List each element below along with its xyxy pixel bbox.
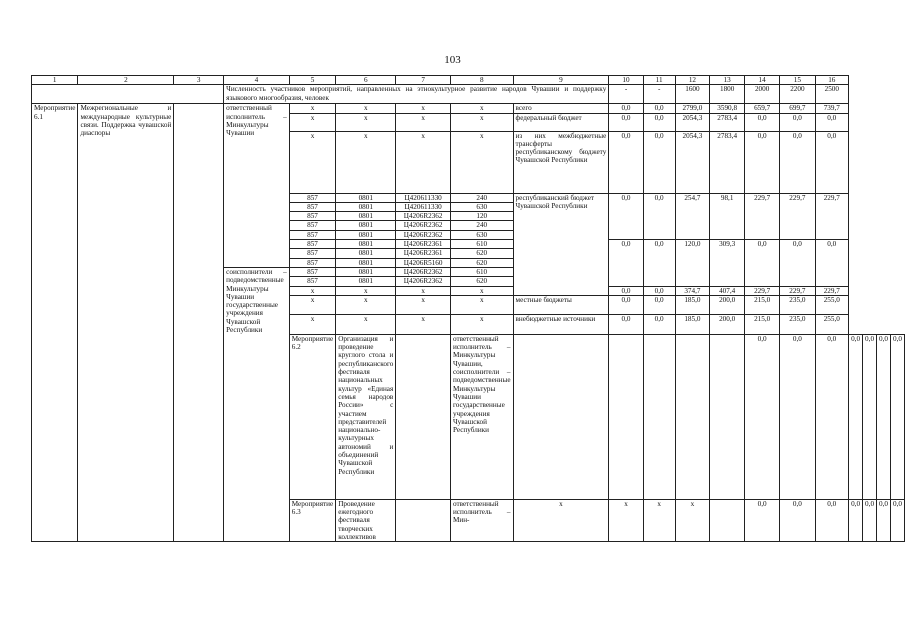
header-cell: 12 [675,76,710,85]
indicator-value: 2000 [745,85,780,104]
header-cell: 4 [224,76,290,85]
table-row: 857 0801 Ц420611330 240 республиканский бюджет Чувашской Республики 0,0 0,0 254,7 98,1 229,7 229,7 229,7 [32,193,905,202]
table-row: 857 0801 Ц4206R5160 620 [32,258,905,267]
header-cell: 15 [780,76,815,85]
table-row: x x x x внебюджетные источники 0,0 0,0 185,0 200,0 215,0 235,0 255,0 [32,314,905,334]
measure-6-2-responsible: ответственный исполнитель – Минкультуры Чувашии, соисполнители – подведомственные Минкультуры Чувашии государственные учреждения Чувашской Республики [450,334,513,499]
measure-6-2-title: Организация и проведение круглого стола и республиканского фестиваля национальных культур «Единая семья народов России» с участием представителей национально-культурных автономий и объединений Чувашской Республики [336,334,396,499]
header-cell: 14 [745,76,780,85]
header-cell: 3 [174,76,224,85]
header-cell: 11 [643,76,675,85]
indicator-text: Численность участников мероприятий, направленных на этнокультурное развитие народов Чувашии и поддержку языкового многообразия, человек [224,85,609,104]
indicator-value: - [643,85,675,104]
funding-source: внебюджетные источники [513,314,609,334]
table-row: соисполнители – подведомственные Минкультуры Чувашии государственные учреждения Чувашской Республики 857 0801 Ц4206R2362 610 [32,267,905,276]
table-row: Мероприятие 6.3 Проведение ежегодного фестиваля творческих коллективов ответственный исполнитель – Мин- x x x x 0,0 0,0 0,0 0,0 0,0 0,0 0,0 [32,499,905,541]
table-row: 857 0801 Ц420611330 630 [32,202,905,211]
funding-source: федеральный бюджет [513,113,609,131]
indicator-value: - [609,85,643,104]
table-row: 857 0801 Ц4206R2362 630 [32,230,905,239]
indicator-value: 1600 [675,85,710,104]
measure-6-3-responsible: ответственный исполнитель – Мин- [450,499,513,541]
measure-6-1-title: Межрегиональные и международные культурные связи. Поддержка чувашской диаспоры [78,104,174,542]
funding-source: из них межбюджетные трансферты республиканскому бюджету Чувашской Республики [513,131,609,193]
header-cell: 13 [710,76,745,85]
table-row: 857 0801 Ц4206R2361 610 0,0 0,0 120,0 309,3 0,0 0,0 0,0 [32,240,905,249]
indicator-value: 1800 [710,85,745,104]
measure-6-1-coexecutors: соисполнители – подведомственные Минкультуры Чувашии государственные учреждения Чувашской Республики [224,267,290,541]
table-row: x x x x местные бюджеты 0,0 0,0 185,0 200,0 215,0 235,0 255,0 [32,295,905,314]
header-cell: 8 [450,76,513,85]
table-row: Мероприятие 6.2 Организация и проведение круглого стола и республиканского фестиваля национальных культур «Единая семья народов России» с участием представителей национально-культурных автономий и объединений Чувашской Республики ответственный исполнитель – Минкультуры Чувашии, соисполнители – подведомственные Минкультуры Чувашии государственные учреждения Чувашской Республики 0,0 0,0 0,0 0,0 0,0 0,0 0,0 [32,334,905,499]
measure-6-1-responsible: ответственный исполнитель – Минкультуры Чувашии [224,104,290,268]
header-cell: 7 [396,76,451,85]
indicator-row [32,85,905,104]
table-row: 857 0801 Ц4206R2361 620 [32,249,905,258]
table-row: 857 0801 Ц4206R2362 240 [32,221,905,230]
funding-source: всего [513,104,609,113]
measure-6-1-label: Мероприятие 6.1 [32,104,78,542]
budget-table [31,75,905,542]
header-row [32,76,905,85]
header-cell: 6 [336,76,396,85]
indicator-value: 2200 [780,85,815,104]
measure-6-3-title: Проведение ежегодного фестиваля творческих коллективов [336,499,396,541]
header-cell: 2 [78,76,174,85]
header-cell: 10 [609,76,643,85]
indicator-value: 2500 [815,85,849,104]
table-row: Мероприятие 6.1 Межрегиональные и международные культурные связи. Поддержка чувашской диаспоры ответственный исполнитель – Минкультуры Чувашии x x x x всего 0,0 0,0 2799,0 3590,8 659,7 699,7 739,7 [32,104,905,113]
header-cell: 1 [32,76,78,85]
page-number: 103 [444,54,461,66]
table-row: x x x x федеральный бюджет 0,0 0,0 2054,3 2783,4 0,0 0,0 0,0 [32,113,905,131]
funding-source: местные бюджеты [513,295,609,314]
table-row: x x x x 0,0 0,0 374,7 407,4 229,7 229,7 229,7 [32,286,905,295]
table-row: 857 0801 Ц4206R2362 620 [32,277,905,286]
header-cell: 16 [815,76,849,85]
header-cell: 9 [513,76,609,85]
measure-6-3-label: Мероприятие 6.3 [289,499,335,541]
table-row: x x x x из них межбюджетные трансферты республиканскому бюджету Чувашской Республики 0,0 0,0 2054,3 2783,4 0,0 0,0 0,0 [32,131,905,193]
table-row: 857 0801 Ц4206R2362 120 [32,212,905,221]
measure-6-2-label: Мероприятие 6.2 [289,334,335,499]
header-cell: 5 [289,76,335,85]
funding-source: республиканский бюджет Чувашской Республики [513,193,609,295]
